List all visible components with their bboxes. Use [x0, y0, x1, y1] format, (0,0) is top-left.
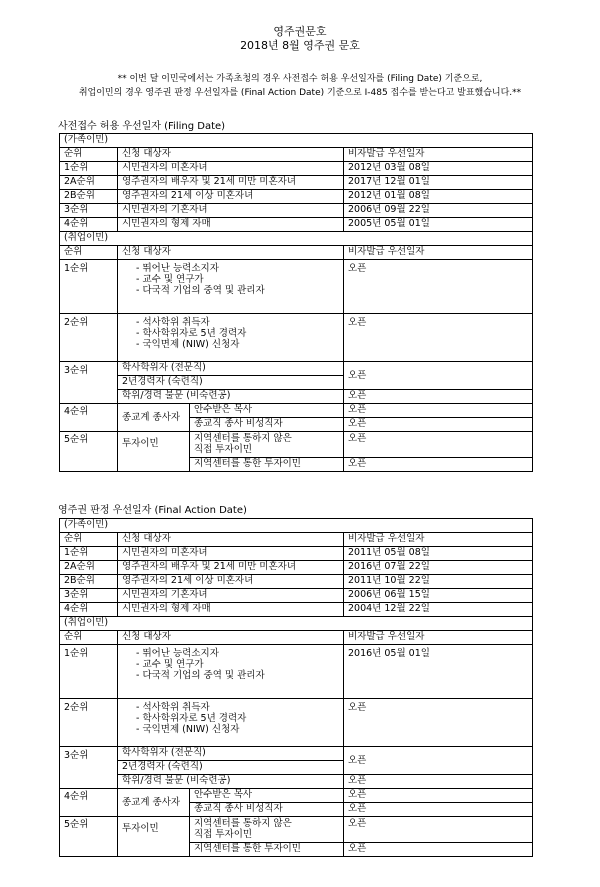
applicant-cell: 시민권자의 형제 자매 [118, 218, 344, 232]
applicant-item: - 석사학위 취득자 [136, 317, 210, 328]
employment-section-header: (취업이민) [60, 617, 533, 631]
date-cell: 2004년 12월 22일 [344, 603, 533, 617]
applicant-cell: 영주권자의 21세 이상 미혼자녀 [118, 575, 344, 589]
rank-cell: 1순위 [60, 547, 118, 561]
rank-cell: 3순위 [60, 362, 118, 404]
col-applicant-header: 신청 대상자 [118, 148, 344, 162]
date-cell: 2012년 03월 08일 [344, 162, 533, 176]
table-row [60, 603, 533, 617]
applicant-cell: 지역센터를 통한 투자이민 [190, 458, 344, 472]
applicant-item: - 뛰어난 능력소지자 [136, 648, 219, 659]
applicant-item: - 학사학위자로 5년 경력자 [136, 328, 247, 339]
table-row [60, 218, 533, 232]
table-row [60, 547, 533, 561]
table-row [60, 561, 533, 575]
rank-cell: 1순위 [60, 260, 118, 314]
intro-line-2: 취업이민의 경우 영주권 판정 우선일자를 (Final Action Date) 기준으로 I-485 접수를 받는다고 발표했습니다.** [78, 88, 522, 98]
applicant-item: - 교수 및 연구가 [136, 659, 204, 670]
rank-cell: 4순위 [60, 404, 118, 432]
applicant-cell: 영주권자의 배우자 및 21세 미만 미혼자녀 [118, 561, 344, 575]
section-title-filing-date: 사전접수 허용 우선일자 (Filing Date) [58, 121, 226, 132]
table-row [60, 575, 533, 589]
family-section-header: (가족이민) [60, 519, 533, 533]
applicant-item: - 석사학위 취득자 [136, 702, 210, 713]
rank-cell: 3순위 [60, 589, 118, 603]
document-title: 영주권문호 [273, 25, 327, 38]
table-row [60, 390, 533, 404]
applicant-cell: 시민권자의 기혼자녀 [118, 204, 344, 218]
applicant-item: - 다국적 기업의 중역 및 관리자 [136, 285, 265, 296]
table-row [60, 204, 533, 218]
applicant-cell: 영주권자의 배우자 및 21세 미만 미혼자녀 [118, 176, 344, 190]
rank-cell: 1순위 [60, 645, 118, 699]
date-cell: 오픈 [344, 789, 533, 803]
date-cell: 오픈 [344, 803, 533, 817]
date-cell: 2005년 05월 01일 [344, 218, 533, 232]
applicant-cell: 종교직 종사 비성직자 [190, 418, 344, 432]
col-applicant-header: 신청 대상자 [118, 533, 344, 547]
rank-cell: 2B순위 [60, 190, 118, 204]
rank-cell: 2A순위 [60, 176, 118, 190]
filing-date-table [59, 133, 533, 472]
employment-section-header: (취업이민) [60, 232, 533, 246]
applicant-cell: 2년경력자 (숙련직) [118, 761, 344, 775]
group-cell: 투자이민 [118, 432, 190, 472]
col-applicant-header: 신청 대상자 [118, 246, 344, 260]
col-rank-header: 순위 [60, 631, 118, 645]
col-date-header: 비자발급 우선일자 [344, 246, 533, 260]
col-rank-header: 순위 [60, 246, 118, 260]
date-cell: 오픈 [344, 260, 533, 314]
applicant-item: - 국익면제 (NIW) 신청자 [136, 339, 240, 350]
applicant-cell: 안수받은 목사 [190, 789, 344, 803]
table-row [60, 589, 533, 603]
rank-cell: 3순위 [60, 747, 118, 789]
rank-cell: 4순위 [60, 603, 118, 617]
rank-cell: 2순위 [60, 699, 118, 747]
table-row [60, 817, 533, 843]
applicant-cell: 학위/경력 불문 (비숙련공) [118, 775, 344, 789]
date-cell: 2011년 05월 08일 [344, 547, 533, 561]
applicant-item: 지역센터를 통하지 않은 [194, 433, 292, 444]
table-row [60, 699, 533, 747]
applicant-cell: 종교직 종사 비성직자 [190, 803, 344, 817]
date-cell: 오픈 [344, 458, 533, 472]
applicant-cell: 학위/경력 불문 (비숙련공) [118, 390, 344, 404]
rank-cell: 4순위 [60, 789, 118, 817]
rank-cell: 2A순위 [60, 561, 118, 575]
applicant-cell: 영주권자의 21세 이상 미혼자녀 [118, 190, 344, 204]
date-cell: 2012년 01월 08일 [344, 190, 533, 204]
applicant-cell: 학사학위자 (전문직) [118, 362, 344, 376]
date-cell: 2006년 09월 22일 [344, 204, 533, 218]
applicant-item: 직접 투자이민 [194, 444, 253, 455]
applicant-item: - 뛰어난 능력소지자 [136, 263, 219, 274]
rank-cell: 5순위 [60, 817, 118, 857]
final-action-date-table [59, 518, 533, 857]
applicant-cell: 시민권자의 미혼자녀 [118, 162, 344, 176]
table-row [60, 432, 533, 458]
date-cell: 오픈 [344, 699, 533, 747]
applicant-cell: 시민권자의 기혼자녀 [118, 589, 344, 603]
table-row [60, 747, 533, 761]
date-cell: 오픈 [344, 817, 533, 843]
applicant-cell: 시민권자의 미혼자녀 [118, 547, 344, 561]
applicant-cell: 학사학위자 (전문직) [118, 747, 344, 761]
rank-cell: 5순위 [60, 432, 118, 472]
section-title-final-action-date: 영주권 판정 우선일자 (Final Action Date) [58, 505, 247, 516]
table-row [60, 260, 533, 314]
date-cell: 2006년 06월 15일 [344, 589, 533, 603]
rank-cell: 3순위 [60, 204, 118, 218]
date-cell: 2011년 10월 22일 [344, 575, 533, 589]
date-cell: 오픈 [344, 418, 533, 432]
date-cell: 오픈 [344, 404, 533, 418]
col-rank-header: 순위 [60, 148, 118, 162]
rank-cell: 2순위 [60, 314, 118, 362]
table-row [60, 190, 533, 204]
applicant-item: 직접 투자이민 [194, 829, 253, 840]
table-row [60, 789, 533, 803]
applicant-item: - 다국적 기업의 중역 및 관리자 [136, 670, 265, 681]
intro-line-1: ** 이번 달 이민국에서는 가족초청의 경우 사전접수 허용 우선일자를 (Filing Date) 기준으로, [117, 74, 483, 84]
date-cell: 오픈 [344, 390, 533, 404]
date-cell: 오픈 [344, 314, 533, 362]
group-cell: 투자이민 [118, 817, 190, 857]
applicant-item: 지역센터를 통하지 않은 [194, 818, 292, 829]
group-cell: 종교계 종사자 [118, 789, 190, 817]
document-subtitle: 2018년 8월 영주권 문호 [240, 39, 360, 52]
col-date-header: 비자발급 우선일자 [344, 148, 533, 162]
date-cell: 2016년 07월 22일 [344, 561, 533, 575]
table-row [60, 176, 533, 190]
table-row [60, 314, 533, 362]
date-cell: 오픈 [344, 775, 533, 789]
applicant-item: - 국익면제 (NIW) 신청자 [136, 724, 240, 735]
table-row [60, 362, 533, 376]
table-row [60, 404, 533, 418]
table-row [60, 645, 533, 699]
group-cell: 종교계 종사자 [118, 404, 190, 432]
table-row [60, 775, 533, 789]
rank-cell: 1순위 [60, 162, 118, 176]
col-date-header: 비자발급 우선일자 [344, 533, 533, 547]
applicant-cell: 시민권자의 형제 자매 [118, 603, 344, 617]
date-cell: 2016년 05월 01일 [344, 645, 533, 699]
rank-cell: 4순위 [60, 218, 118, 232]
applicant-item: - 교수 및 연구가 [136, 274, 204, 285]
applicant-item: - 학사학위자로 5년 경력자 [136, 713, 247, 724]
col-rank-header: 순위 [60, 533, 118, 547]
applicant-cell: 안수받은 목사 [190, 404, 344, 418]
date-cell: 오픈 [344, 843, 533, 857]
date-cell: 오픈 [344, 362, 533, 390]
col-applicant-header: 신청 대상자 [118, 631, 344, 645]
col-date-header: 비자발급 우선일자 [344, 631, 533, 645]
date-cell: 오픈 [344, 747, 533, 775]
family-section-header: (가족이민) [60, 134, 533, 148]
table-row [60, 162, 533, 176]
applicant-cell: 지역센터를 통한 투자이민 [190, 843, 344, 857]
rank-cell: 2B순위 [60, 575, 118, 589]
applicant-cell: 2년경력자 (숙련직) [118, 376, 344, 390]
date-cell: 2017년 12월 01일 [344, 176, 533, 190]
date-cell: 오픈 [344, 432, 533, 458]
